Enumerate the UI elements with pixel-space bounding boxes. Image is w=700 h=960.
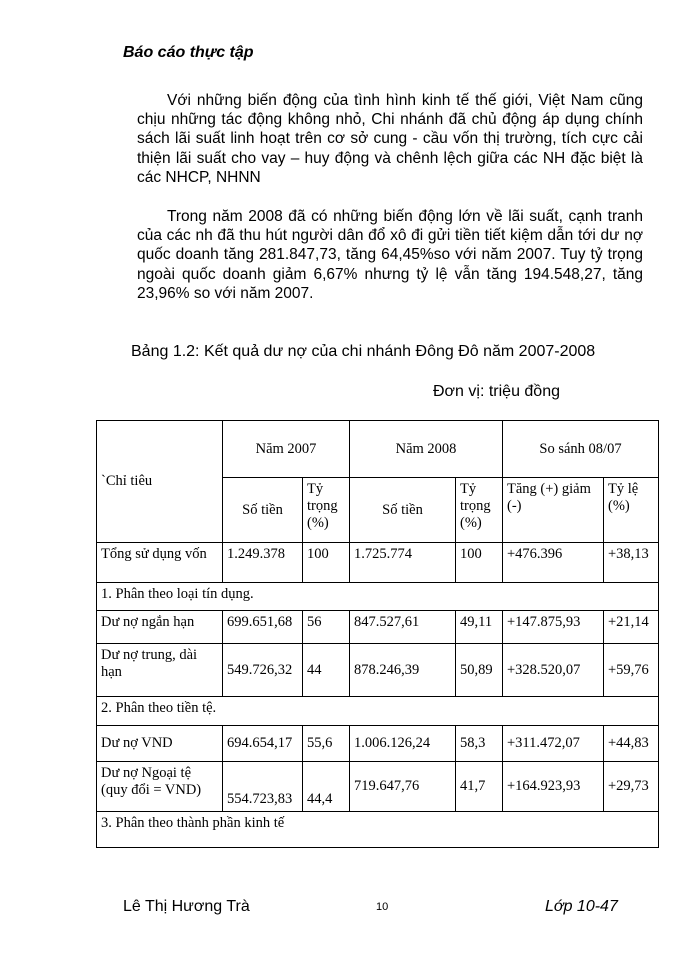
section-row bbox=[97, 697, 659, 726]
cell-diff: +164.923,93 bbox=[503, 762, 604, 812]
section-row bbox=[97, 583, 659, 611]
cell-value-2008: 878.246,39 bbox=[350, 644, 456, 697]
subheader-so-tien-2007: Số tiền bbox=[223, 478, 303, 543]
subheader-tang-giam: Tăng (+) giảm (-) bbox=[503, 478, 604, 543]
report-header: Báo cáo thực tập bbox=[123, 44, 254, 61]
footer-page-number: 10 bbox=[376, 901, 389, 913]
footer-class: Lớp 10-47 bbox=[545, 898, 618, 915]
row-label: Dư nợ VND bbox=[97, 726, 223, 762]
section-row bbox=[97, 812, 659, 848]
cell-percent-2008: 41,7 bbox=[456, 762, 503, 812]
footer-author: Lê Thị Hương Trà bbox=[123, 898, 250, 915]
cell-value-2007: 1.249.378 bbox=[223, 543, 303, 583]
cell-percent-2008: 100 bbox=[456, 543, 503, 583]
row-label: Dư nợ trung, dài hạn bbox=[97, 644, 223, 697]
subheader-ty-trong-2007: Tỷ trọng (%) bbox=[303, 478, 350, 543]
credit-table bbox=[96, 420, 659, 848]
row-label: Dư nợ ngắn hạn bbox=[97, 611, 223, 644]
table-row bbox=[97, 726, 659, 762]
cell-percent-2007: 44,4 bbox=[303, 762, 350, 812]
cell-value-2007: 549.726,32 bbox=[223, 644, 303, 697]
cell-diff: +476.396 bbox=[503, 543, 604, 583]
table-row bbox=[97, 762, 659, 812]
cell-diff: +147.875,93 bbox=[503, 611, 604, 644]
paragraph-2: Trong năm 2008 đã có những biến động lớn về lãi suất, cạnh tranh của các nh đã thu hút người dân đổ xô đi gửi tiền tiết kiệm dẫn tới dư nợ quốc doanh tăng 281.847,73, tăng 64,45%so với năm 2007. Tuy tỷ trọng ngoài quốc doanh giảm 6,67% nhưng tỷ lệ vẫn tăng 194.548,27, tăng 23,96% so với năm 2007. bbox=[137, 208, 643, 302]
cell-rate: +44,83 bbox=[604, 726, 659, 762]
table-row bbox=[97, 543, 659, 583]
cell-value-2007: 694.654,17 bbox=[223, 726, 303, 762]
section-label: 3. Phân theo thành phần kinh tế bbox=[97, 812, 659, 848]
header-chi-tieu: `Chỉ tiêu bbox=[97, 421, 223, 543]
cell-percent-2008: 58,3 bbox=[456, 726, 503, 762]
section-label: 2. Phân theo tiền tệ. bbox=[97, 697, 659, 726]
cell-value-2008: 1.006.126,24 bbox=[350, 726, 456, 762]
cell-percent-2007: 44 bbox=[303, 644, 350, 697]
header-year-2008: Năm 2008 bbox=[350, 421, 503, 478]
cell-rate: +29,73 bbox=[604, 762, 659, 812]
cell-percent-2008: 49,11 bbox=[456, 611, 503, 644]
table-header-row bbox=[97, 421, 659, 478]
table-unit: Đơn vị: triệu đồng bbox=[433, 383, 560, 400]
cell-rate: +59,76 bbox=[604, 644, 659, 697]
cell-value-2007: 699.651,68 bbox=[223, 611, 303, 644]
cell-value-2008: 719.647,76 bbox=[350, 762, 456, 812]
cell-diff: +328.520,07 bbox=[503, 644, 604, 697]
table-row bbox=[97, 611, 659, 644]
cell-percent-2007: 55,6 bbox=[303, 726, 350, 762]
section-label: 1. Phân theo loại tín dụng. bbox=[97, 583, 659, 611]
cell-percent-2007: 100 bbox=[303, 543, 350, 583]
cell-diff: +311.472,07 bbox=[503, 726, 604, 762]
table-row bbox=[97, 644, 659, 697]
cell-rate: +38,13 bbox=[604, 543, 659, 583]
cell-value-2008: 1.725.774 bbox=[350, 543, 456, 583]
row-label: Tổng sử dụng vốn bbox=[97, 543, 223, 583]
subheader-ty-trong-2008: Tỷ trọng (%) bbox=[456, 478, 503, 543]
row-label: Dư nợ Ngoại tệ (quy đổi = VND) bbox=[97, 762, 223, 812]
table-caption: Bảng 1.2: Kết quả dư nợ của chi nhánh Đông Đô năm 2007-2008 bbox=[131, 343, 596, 360]
paragraph-1: Với những biến động của tình hình kinh tế thế giới, Việt Nam cũng chịu những tác động không nhỏ, Chi nhánh đã chủ động áp dụng chính sách lãi suất linh hoạt trên cơ sở cung - cầu vốn thị trường, tích cực cải thiện lãi suất cho vay – huy động và chênh lệch giữa các NH đặc biệt là các NHCP, NHNN bbox=[137, 92, 643, 186]
header-year-2007: Năm 2007 bbox=[223, 421, 350, 478]
subheader-so-tien-2008: Số tiền bbox=[350, 478, 456, 543]
header-compare: So sánh 08/07 bbox=[503, 421, 659, 478]
cell-value-2007: 554.723,83 bbox=[223, 762, 303, 812]
subheader-ty-le: Tỷ lệ (%) bbox=[604, 478, 659, 543]
cell-percent-2007: 56 bbox=[303, 611, 350, 644]
cell-value-2008: 847.527,61 bbox=[350, 611, 456, 644]
cell-rate: +21,14 bbox=[604, 611, 659, 644]
cell-percent-2008: 50,89 bbox=[456, 644, 503, 697]
